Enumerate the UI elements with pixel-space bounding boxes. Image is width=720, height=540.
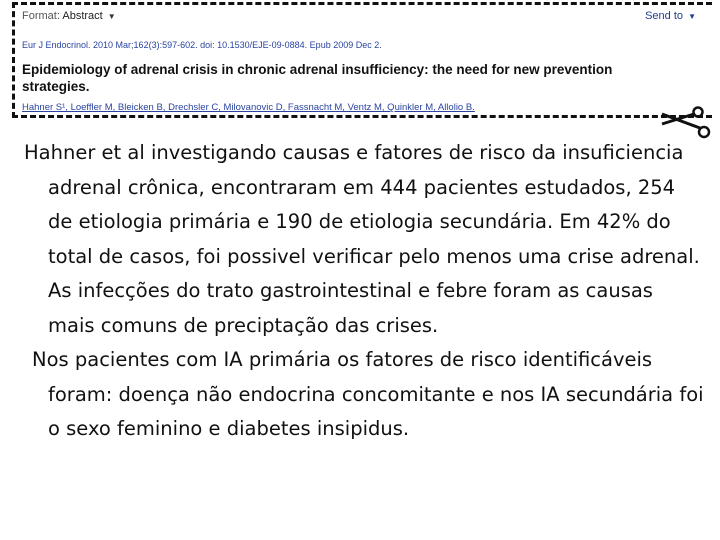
format-dropdown[interactable] (22, 10, 116, 22)
summary-text (24, 136, 704, 447)
citation-link[interactable]: Eur J Endocrinol. 2010 Mar;162(3):597-602. doi: 10.1530/EJE-09-0884. Epub 2009 Dec 2. (22, 40, 382, 50)
paragraph-1: Hahner et al investigando causas e fatores de risco da insuficiencia adrenal crônica, encontraram em 444 pacientes estudados, 254 de etiologia primária e 190 de etiologia secundária. Em 42% do total de casos, foi possivel verificar pelo menos uma crise adrenal. As infecções do trato gastrointestinal e febre foram as causas mais comuns de preciptação das crises. (24, 141, 700, 337)
pubmed-toolbar (22, 10, 696, 26)
caret-down-icon: ▼ (688, 12, 696, 21)
article-title: Epidemiology of adrenal crisis in chronic adrenal insufficiency: the need for new prevention strategies. (22, 62, 613, 94)
caret-down-icon: ▼ (107, 12, 116, 21)
send-to-button[interactable] (645, 10, 696, 22)
author-list[interactable]: Hahner S¹, Loeffler M, Bleicken B, Drechsler C, Milovanovic D, Fassnacht M, Ventz M, Quinkler M, Allolio B. (22, 102, 475, 113)
send-to-label: Send to (645, 10, 684, 22)
format-value: Abstract (62, 10, 103, 22)
format-label: Format: (22, 10, 60, 22)
paragraph-2: Nos pacientes com IA primária os fatores de risco identificáveis foram: doença não endocrina concomitante e nos IA secundária foi o sexo feminino e diabetes insipidus. (32, 348, 704, 440)
